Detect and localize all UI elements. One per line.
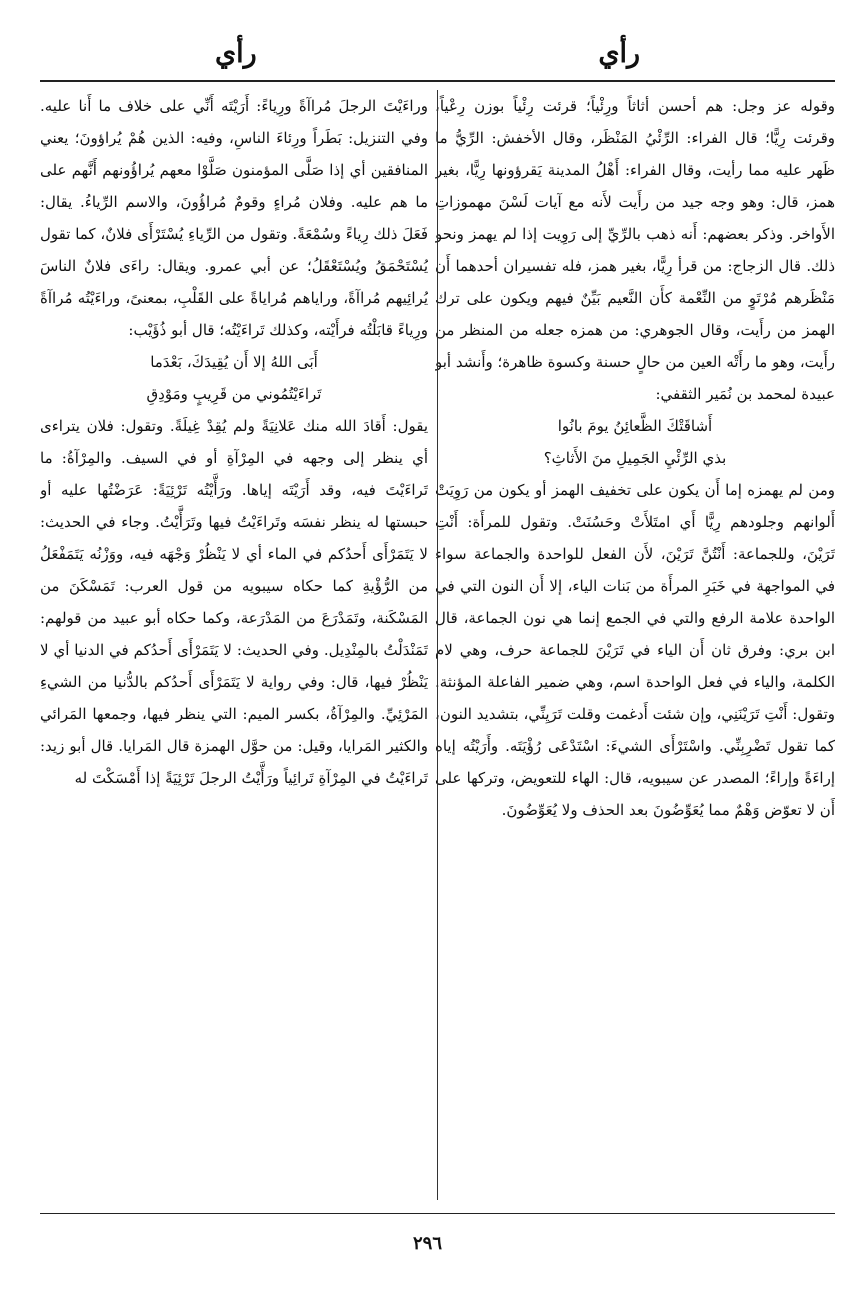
page-header (40, 30, 815, 80)
right-verse-line-1: أَشاقَتْكَ الظَّعائِنُ يومَ بانُوا (557, 417, 713, 435)
left-column (40, 90, 428, 1190)
header-rule (40, 80, 835, 82)
left-verse-line-2: تَراءَيْتُمُوني من قَرِيبٍ ومَوْدِقِ (146, 385, 322, 403)
left-paragraph-2: يقول: أَقادَ الله منك عَلانِيَةً ولم يُقِدْ غِيلَةً. وتقول: فلان يتراءى أي ينظر إلى وجهه في المِرْآةِ أو في السيف. والمِرْآةُ: ما تَراءَيْتَ فيه، وقد أَرَيْتَه إياها. ورَأَّيْتُه تَرْئِيَةً: عَرَضْتُها عليه أو حبستها له ينظر نفسَه وتَراءَيْتُ فيها وتَرَأَّيْتُ. وجاء في الحديث: لا يَتَمَرْأَى أَحدُكم في الماء أي لا يَنْظُرْ وَجْهَه فيه، ووَزْنُه يَتَمَفْعَلُ من الرُّؤْيةِ كما حكاه سيبويه من قول العرب: تَمَسْكَنَ من المَسْكَنة، وتَمَدْرَعَ من المَدْرَعة، وكما حكاه أبو عبيد من قولهم: تَمَنْدَلْتُ بالمِنْدِيل. وفي الحديث: لا يَتَمَرْأَى أَحدُكم في الدنيا أي لا يَنْظُرْ فيها، قال: وفي رواية لا يَتَمَرْأَى أَحدُكم بالدُّنيا من الشيءِ المَرْئِيِّ. والمِرْآةُ، بكسر الميم: التي ينظر فيها، وجمعها المَرائي والكثير المَرايا، وقيل: من حوَّل الهمزة قال المَرايا. قال أبو زيد: تَراءَيْتُ في المِرْآةِ تَرائِياً ورَأَّيْتُ الرجلَ تَرْئِيَةً إذا أَمْسَكْتَ له (40, 417, 428, 787)
running-head-right: رأي (598, 38, 640, 69)
right-column (435, 90, 835, 1190)
page-number: ٢٩٦ (412, 1233, 442, 1254)
running-head-left: رأي (215, 38, 257, 69)
right-paragraph-1: وقوله عز وجل: هم أحسن أثاثاً ورِئْياً؛ قرئت رِئْياً بوزن رِعْياً، وقرئت رِيًّا؛ قال الفراء: الرِّئْيُ المَنْظَر، وقال الأخفش: الرِّيُّ ما ظَهر عليه مما رأيت، وقال الفراء: أَهْلُ المدينة يَقرؤونها رِيًّا، بغير همز، قال: وهو وجه جيد من رأَيت لأَنه مع آيات لَسْنَ مهموزاتِ الأَواخر. وذكر بعضهم: أَنه ذهب بالرِّيِّ إلى رَوِيت إذا لم يهمز ونحو ذلك. قال الزجاج: من قرأ رِيًّا، بغير همز، فله تفسيران أحدهما أَن مَنْظَرهم مُرْتَوٍ من النِّعْمة كأَن النَّعيم بَيِّنٌ فيهم ويكون على ترك الهمز من رأَيت، وقال الجوهري: من همزه جعله من المنظر من رأَيت، وهو ما رأَتْه العين من حالٍ حسنة وكسوة ظاهرة؛ وأَنشد أبو عبيدة لمحمد بن نُمَير الثقفي: (435, 97, 835, 403)
left-paragraph-1: وراءَيْتَ الرجلَ مُراآةً ورِياءً: أَرَيْتَه أَنِّي على خلاف ما أَنا عليه. وفي التنزيل: بَطَراً ورِئاءَ الناسِ، وفيه: الذين هُمْ يُراؤونَ؛ يعني المنافقين أي إذا صَلَّى المؤمنون صَلَّوْا معهم يُراؤُونهم أَنَّهم على ما هم عليه. وفلان مُراءٍ وقومٌ مُراؤُونَ، والاسم الرِّياءُ. يقال: فَعَلَ ذلك رِياءً وسُمْعَةً. وتقول من الرِّياءِ يُسْتَرْأَى فلانٌ، كما تقول يُسْتَحْمَقُ ويُسْتَعْقَلُ؛ عن أبي عمرو. ويقال: راءَى فلانٌ الناسَ يُرائِيهم مُراآةً، وراياهم مُراياةً على القَلْبِ، بمعنىً، وراءَيْتُه مُراآةً ورِياءً قابَلْتُه فرأَيْته، وكذلك تَراءَيْتُه؛ قال أبو ذُؤَيْب: (40, 97, 428, 339)
column-divider (437, 90, 438, 1200)
right-verse-line-2: بذي الرِّئْيِ الجَمِيلِ منَ الأَثاثِ؟ (543, 449, 727, 467)
footer-rule (40, 1213, 835, 1214)
right-paragraph-2: ومن لم يهمزه إما أَن يكون على تخفيف الهمز أو يكون من رَوِيَتْ أَلوانهم وجلودهم رِيًّا أَي امتَلأَتْ وحَسُنَتْ. وتقول للمرأَة: أَنْتِ تَرَيْنَ، وللجماعة: أَنْتُنَّ تَرَيْنَ، لأَن الفعل للواحدة والجماعة سواء في المواجهة في خَبَرِ المرأَة من بَنات الياء، إلا أَن النون التي في الواحدة علامة الرفع والتي في الجمع إنما هي نون الجماعة، قال ابن بري: وفرق ثان أَن الياء في تَرَيْنَ للجماعة حرف، وهي لام الكلمة، والياء في فعل الواحدة اسم، وهي ضمير الفاعلة المؤنثة. وتقول: أَنْتِ تَرَيْنَنِي، وإن شئت أَدغمت وقلت تَرَيِنِّي، بتشديد النون، كما تقول تَضْرِبِنِّي. واسْتَرْأَى الشيءَ: اسْتَدْعَى رُؤْيَتَه. وأَرَيْتُه إياه إراءَةً وإراءً؛ المصدر عن سيبويه، قال: الهاء للتعويض، وتركها على أَن لا تعوّض وَهْمٌ مما يُعَوِّضُونَ بعد الحذف ولا يُعَوِّضُونَ. (435, 481, 835, 819)
left-verse-line-1: أَبَى اللهُ إلا أَن يُقِيدَكَ، بَعْدَما (150, 353, 318, 371)
